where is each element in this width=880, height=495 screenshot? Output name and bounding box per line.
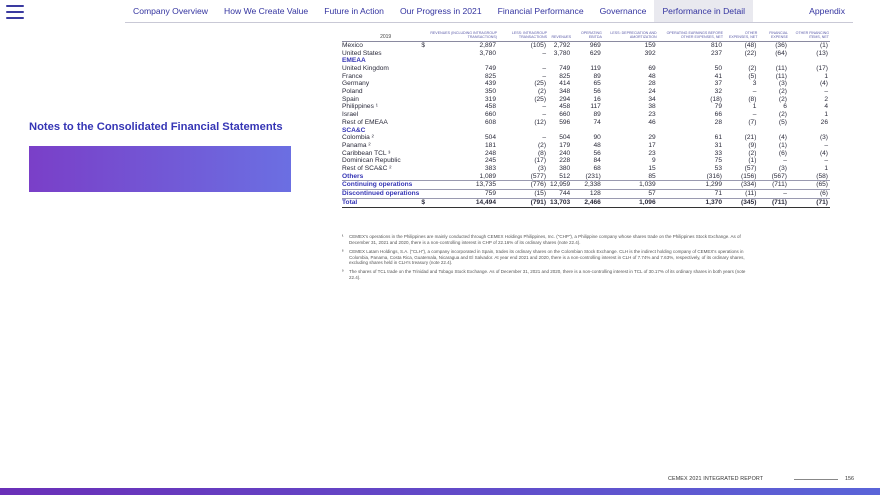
table-cell: 32 [714, 88, 723, 96]
table-cell: (17) [816, 64, 828, 72]
table-cell: 28 [714, 118, 723, 126]
table-cell: (12) [534, 118, 547, 126]
footnote-marker: ¹ [342, 234, 344, 239]
table-cell: (1) [748, 157, 757, 165]
footnote-marker: ² [342, 248, 344, 254]
table-row [342, 65, 830, 73]
table-cell: 810 [711, 41, 723, 49]
table-cell: 24 [648, 88, 656, 96]
page-number: 156 [845, 476, 854, 482]
table-cell: 46 [648, 118, 656, 126]
table-cell: 660 [559, 111, 571, 119]
table-cell: 89 [593, 72, 601, 80]
table-cell: (156) [724, 173, 758, 181]
row-label: Colombia ² [342, 134, 374, 142]
table-cell: 9 [651, 157, 656, 165]
table-cell: (776) [498, 181, 548, 190]
table-cell: (64) [775, 49, 787, 57]
table-cell: (4) [819, 80, 828, 88]
table-cell: (13) [816, 49, 828, 57]
table-cell: (2) [537, 88, 547, 96]
table-cell: 1,089 [429, 173, 498, 181]
table-cell: (2) [778, 95, 787, 103]
footnote [342, 269, 750, 280]
currency-symbol [421, 142, 429, 150]
table-cell: – [758, 190, 789, 199]
table-cell: 608 [484, 118, 496, 126]
table-cell: 79 [714, 103, 723, 111]
table-cell: 69 [648, 64, 656, 72]
table-cell: 61 [714, 134, 723, 142]
table-cell: 75 [714, 157, 723, 165]
table-cell: 3,780 [479, 49, 496, 57]
table-section-row [342, 127, 830, 135]
column-header: REVENUES [548, 31, 572, 41]
table-cell: 41 [714, 72, 723, 80]
table-cell: 71 [658, 190, 724, 199]
column-header: FINANCIAL EXPENSE [758, 31, 789, 41]
table-cell: (65) [789, 181, 830, 190]
table-row [342, 96, 830, 104]
table-cell: (5) [748, 72, 757, 80]
table-cell: 68 [593, 165, 601, 173]
table-cell: 48 [648, 72, 656, 80]
table-cell: 14,494 [429, 198, 498, 207]
table-cell: 380 [559, 165, 571, 173]
table-cell: (36) [775, 41, 787, 49]
column-header: OTHER FINANCING ITEMS, NET [789, 31, 830, 41]
table-cell: – [824, 88, 828, 96]
menu-icon[interactable] [6, 5, 24, 19]
table-cell: (4) [819, 149, 828, 157]
table-cell: (48) [744, 41, 757, 49]
top-navigation [125, 0, 853, 23]
table-cell: 23 [648, 111, 656, 119]
table-cell: 744 [548, 190, 572, 199]
section-title: Notes to the Consolidated Financial Statements [29, 121, 283, 133]
table-cell: (6) [789, 190, 830, 199]
table-cell: (11) [775, 72, 787, 80]
footnote [342, 249, 750, 266]
table-row [342, 190, 830, 199]
table-cell: 504 [559, 134, 571, 142]
table-cell: 37 [714, 80, 723, 88]
table-cell: (316) [658, 173, 724, 181]
table-cell: (2) [748, 149, 757, 157]
currency-symbol: $ [421, 41, 425, 49]
table-cell: 1,370 [658, 198, 724, 207]
currency-symbol [421, 96, 429, 104]
table-row [342, 134, 830, 142]
table-cell: 504 [484, 134, 496, 142]
currency-symbol [421, 181, 429, 190]
table-cell: 119 [590, 64, 601, 72]
report-title: CEMEX 2021 INTEGRATED REPORT [668, 476, 764, 482]
table-year-header: 2019 [342, 31, 429, 41]
table-cell: 38 [648, 103, 656, 111]
table-cell: (3) [819, 134, 828, 142]
table-cell: 660 [484, 111, 496, 119]
footnote [342, 234, 750, 245]
table-row [342, 150, 830, 158]
footnote-text: The shares of TCL trade on the Trinidad and Tobago Stock Exchange. As of December 31, 2021 and 2020, there is a non-controlling interest in TCL of 30.17% of its ordinary shares in both years (note 22.4). [349, 269, 746, 280]
row-label: Panama ² [342, 141, 371, 149]
table-cell: 181 [484, 141, 496, 149]
table-cell: 89 [593, 111, 601, 119]
table-cell: 439 [484, 80, 496, 88]
footnote-text: CEMEX Latam Holdings, S.A. ("CLH"), a company incorporated in Spain, trades its ordinary shares on the Colombian Stock Exchange. CLH is the indirect holding company of CEMEX's operations in Colombia, Panama, Costa Rica, Guatemala, Nicaragua and El Salvador. At year end 2021 and 2020, there is a non-controlling interest in CLH of 7.74% and 7.63%, respectively, of its ordinary shares, excluding shares held in CLH's treasury (note 22.4). [349, 248, 745, 266]
table-cell: (2) [748, 64, 757, 72]
table-cell: – [542, 134, 547, 142]
table-cell: – [752, 88, 757, 96]
table-row [342, 173, 830, 181]
table-cell: 13,703 [550, 198, 571, 206]
table-cell: (4) [778, 134, 787, 142]
table-cell: (71) [789, 198, 830, 207]
table-cell: 85 [603, 173, 658, 181]
row-label: Rest of EMEAA [342, 118, 388, 126]
table-cell: 1 [824, 165, 828, 173]
table-cell: (8) [537, 149, 547, 157]
table-cell: 228 [559, 157, 571, 165]
table-cell: 50 [714, 64, 723, 72]
table-cell: 17 [648, 141, 656, 149]
column-header: OPERATING EARNINGS BEFORE OTHER EXPENSES, NET [658, 31, 724, 41]
table-cell: – [542, 49, 547, 57]
currency-symbol: $ [421, 198, 429, 207]
table-cell: 3 [752, 80, 757, 88]
currency-symbol [421, 103, 429, 111]
table-cell: (25) [534, 80, 547, 88]
table-cell: – [542, 103, 547, 111]
table-cell: (3) [778, 80, 787, 88]
currency-symbol [421, 73, 429, 81]
column-header: OPERATING EBITDA [572, 31, 603, 41]
bottom-bar [0, 488, 880, 495]
table-cell: 825 [484, 72, 496, 80]
nav-governance[interactable]: Governance [599, 6, 647, 16]
table-cell: – [752, 111, 757, 119]
table-cell: 414 [559, 80, 571, 88]
table-cell: (11) [724, 190, 758, 199]
table-cell: (231) [572, 173, 603, 181]
table-cell: (7) [748, 118, 757, 126]
table-cell: 6 [783, 103, 787, 111]
table-cell: 56 [593, 88, 601, 96]
table-cell: (711) [758, 181, 789, 190]
currency-symbol [421, 173, 429, 181]
table-cell: 29 [648, 134, 656, 142]
table-cell: 1,039 [603, 181, 658, 190]
currency-symbol [421, 80, 429, 88]
table-cell: (2) [778, 111, 787, 119]
footnote-text: CEMEX's operations in the Philippines are mainly conducted through CEMEX Holdings Philippines, Inc. ("CHP"), a Philippine company whose shares trade on the Philippines Stock Exchange. As of December 31, 2021 and 2020, there is a non-controlling interest in CHP of 22.16% of its ordinary shares (note 22.4). [349, 234, 741, 245]
table-cell: 2,792 [553, 41, 571, 49]
table-cell: (9) [748, 141, 757, 149]
table-cell: (17) [534, 157, 547, 165]
table-cell: 2 [824, 95, 828, 103]
table-cell: 66 [714, 111, 723, 119]
nav-our-progress-2021[interactable]: Our Progress in 2021 [399, 6, 482, 16]
table-cell: 512 [548, 173, 572, 181]
table-row [342, 88, 830, 96]
table-cell: 969 [589, 41, 601, 49]
table-cell: (334) [724, 181, 758, 190]
table-cell: 348 [559, 88, 571, 96]
table-cell: 392 [644, 49, 656, 57]
table-cell: (791) [498, 198, 548, 207]
currency-symbol [421, 134, 429, 142]
table-cell: 31 [714, 141, 723, 149]
footnotes [342, 234, 750, 284]
table-row [342, 198, 830, 207]
table-cell: 23 [648, 149, 656, 157]
table-cell: (25) [534, 95, 547, 103]
footer-divider [794, 479, 838, 480]
table-cell: (567) [758, 173, 789, 181]
table-cell: 84 [593, 157, 601, 165]
table-cell: (711) [758, 198, 789, 207]
table-cell: 15 [648, 165, 656, 173]
table-cell: (1) [778, 141, 787, 149]
table-cell: 34 [648, 95, 656, 103]
row-label: Germany [342, 80, 370, 88]
table-cell: 13,735 [429, 181, 498, 190]
nav-company-overview[interactable]: Company Overview [133, 6, 208, 16]
table-row [342, 103, 830, 111]
table-cell: 3,780 [553, 49, 571, 57]
table-cell: 248 [484, 149, 496, 157]
row-label: Others [342, 173, 421, 181]
table-cell: 28 [648, 80, 656, 88]
table-cell: 1,096 [603, 198, 658, 207]
table-row [342, 165, 830, 173]
table-cell: 159 [644, 41, 656, 49]
section-filler [421, 57, 830, 65]
table-cell: – [824, 157, 828, 165]
table-cell: (577) [498, 173, 548, 181]
table-cell: (2) [537, 141, 547, 149]
table-cell: 2,897 [479, 41, 496, 49]
table-cell: 2,466 [572, 198, 603, 207]
row-label: Rest of SCA&C ² [342, 165, 392, 173]
table-cell: (3) [537, 165, 547, 173]
row-label: Mexico [342, 41, 363, 49]
row-label: Continuing operations [342, 181, 421, 190]
row-label: Israel [342, 111, 359, 119]
currency-symbol [421, 157, 429, 165]
row-label: EMEAA [342, 57, 366, 65]
nav-appendix[interactable]: Appendix [809, 6, 845, 16]
table-cell: (11) [775, 64, 787, 72]
row-label: SCA&C [342, 126, 366, 134]
table-cell: 825 [559, 72, 571, 80]
currency-symbol [421, 88, 429, 96]
segment-table [342, 31, 830, 208]
table-cell: – [542, 111, 547, 119]
table-row [342, 157, 830, 165]
table-cell: 12,959 [550, 181, 571, 189]
table-cell: (1) [819, 41, 828, 49]
table-cell: 56 [593, 149, 601, 157]
row-label: Caribbean TCL ³ [342, 149, 391, 157]
table-cell: 294 [559, 95, 571, 103]
table-cell: 350 [484, 88, 496, 96]
row-label: Total [342, 198, 421, 207]
table-cell: (15) [498, 190, 548, 199]
table-cell: 16 [593, 95, 601, 103]
table-cell: (8) [748, 95, 757, 103]
table-cell: 48 [593, 141, 601, 149]
table-cell: (57) [744, 165, 757, 173]
table-cell: (6) [778, 149, 787, 157]
table-cell: 749 [559, 64, 571, 72]
table-cell: 1 [824, 111, 828, 119]
table-cell: (58) [789, 173, 830, 181]
table-cell: (22) [744, 49, 757, 57]
table-row [342, 119, 830, 127]
table-cell: 4 [824, 103, 828, 111]
table-cell: 33 [714, 149, 723, 157]
row-label: Philippines ¹ [342, 103, 378, 111]
table-row [342, 181, 830, 190]
footnote-marker: ³ [342, 269, 344, 275]
table-cell: – [824, 141, 828, 149]
currency-symbol [421, 111, 429, 119]
nav-financial-performance[interactable]: Financial Performance [497, 6, 584, 16]
table-cell: 759 [429, 190, 498, 199]
currency-symbol [421, 165, 429, 173]
table-cell: (345) [724, 198, 758, 207]
table-cell: 1 [752, 103, 757, 111]
table-cell: 458 [559, 103, 571, 111]
table-cell: 1 [824, 72, 828, 80]
table-cell: 240 [559, 149, 571, 157]
table-cell: – [783, 157, 787, 165]
table-cell: 26 [820, 118, 828, 126]
table-cell: 65 [593, 80, 601, 88]
row-label: Spain [342, 95, 359, 103]
table-cell: 179 [559, 141, 571, 149]
row-label: France [342, 72, 363, 80]
table-cell: 245 [484, 157, 496, 165]
currency-symbol [421, 65, 429, 73]
table-row [342, 73, 830, 81]
table-row [342, 50, 830, 58]
nav-performance-in-detail[interactable]: Performance in Detail [654, 0, 753, 22]
row-label: United Kingdom [342, 64, 389, 72]
table-row [342, 80, 830, 88]
table-cell: 74 [593, 118, 601, 126]
table-cell: (21) [744, 134, 757, 142]
table-cell: – [542, 64, 547, 72]
table-cell: (18) [710, 95, 723, 103]
row-label: Dominican Republic [342, 157, 401, 165]
table-cell: 53 [714, 165, 723, 173]
table-cell: 458 [484, 103, 496, 111]
table-row [342, 111, 830, 119]
currency-symbol [421, 150, 429, 158]
section-filler [421, 127, 830, 135]
table-cell: (3) [778, 165, 787, 173]
table-cell: (5) [778, 118, 787, 126]
table-cell: 90 [593, 134, 601, 142]
table-row [342, 142, 830, 150]
section-banner [29, 146, 291, 192]
table-cell: 2,338 [572, 181, 603, 190]
column-header: REVENUES (INCLUDING INTRAGROUP TRANSACTIONS) [430, 31, 498, 40]
table-cell: 1,299 [658, 181, 724, 190]
column-header: LESS: DEPRECIATION AND AMORTIZATION [603, 31, 658, 41]
currency-symbol [421, 50, 429, 58]
row-label: United States [342, 49, 382, 57]
table-cell: 237 [711, 49, 723, 57]
table-cell: – [542, 72, 547, 80]
table-cell: 128 [572, 190, 603, 199]
table-header-row [342, 31, 830, 41]
nav-future-in-action[interactable]: Future in Action [324, 6, 384, 16]
table-row [342, 41, 830, 49]
table-cell: 117 [590, 103, 601, 111]
currency-symbol [421, 119, 429, 127]
table-cell: 57 [603, 190, 658, 199]
table-cell: 383 [484, 165, 496, 173]
nav-how-we-create-value[interactable]: How We Create Value [223, 6, 309, 16]
table-cell: 629 [589, 49, 601, 57]
row-label: Poland [342, 88, 363, 96]
table-cell: (2) [778, 88, 787, 96]
table-cell: 319 [484, 95, 496, 103]
table-cell: (105) [530, 41, 547, 49]
column-header: OTHER EXPENSES, NET [724, 31, 758, 41]
table-cell: 596 [559, 118, 571, 126]
table-cell: 749 [484, 64, 496, 72]
column-header: LESS: INTRAGROUP TRANSACTIONS [498, 31, 548, 41]
row-label: Discontinued operations [342, 190, 420, 198]
currency-symbol [421, 190, 429, 199]
table-section-row [342, 57, 830, 65]
